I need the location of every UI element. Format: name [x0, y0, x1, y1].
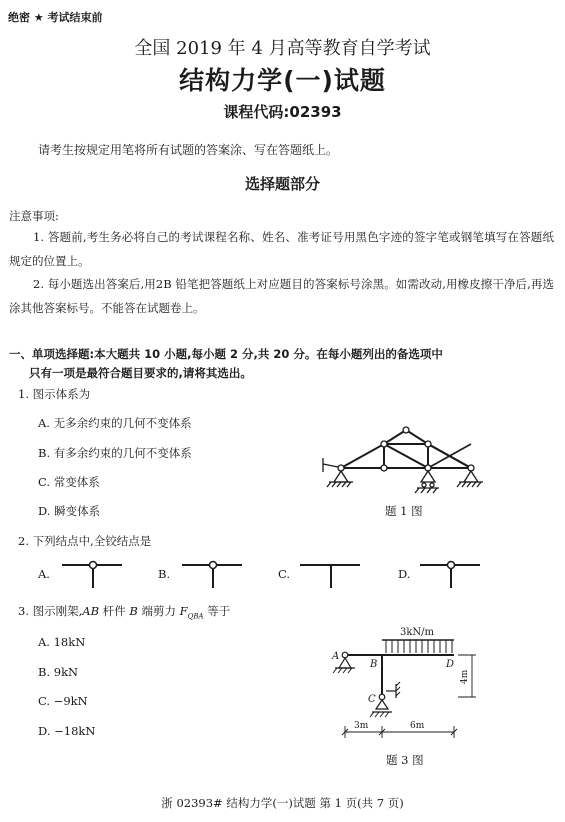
q1-caption: 题 1 图 — [385, 504, 423, 518]
q3-option-b: B. 9kN — [38, 665, 79, 679]
exam-name: 全国 2019 年 4 月高等教育自学考试 — [134, 38, 431, 59]
q3-stem — [18, 603, 230, 620]
q2-option-b-label: B. — [158, 567, 171, 581]
q3-dim-height: 4m — [460, 669, 470, 684]
notice-item-2: 2. 每小题选出答案后,用2B 铅笔把答题纸上对应题目的答案标号涂黑。如需改动,用橡皮擦干净后,再选涂其他答案标号。不能答在试题卷上。 — [9, 277, 554, 315]
q3-stem-tail: 等于 — [203, 604, 231, 618]
notice-heading: 注意事项: — [9, 209, 59, 223]
secret-mark: 绝密 ★ 考试结束前 — [8, 11, 103, 24]
part-title: 选择题部分 — [244, 175, 320, 193]
q3-caption: 题 3 图 — [386, 753, 424, 767]
q3-label-d: D — [446, 659, 455, 670]
q2-option-c-label: C. — [278, 567, 291, 581]
section-heading — [9, 345, 443, 383]
q2-node-d — [416, 560, 486, 590]
q3-label-b: B — [370, 659, 378, 670]
q2-stem: 2. 下列结点中,全铰结点是 — [18, 534, 152, 548]
q3-frame-figure — [326, 622, 498, 750]
q3-load-label: 3kN/m — [400, 627, 435, 638]
section-heading-line1: 一、单项选择题:本大题共 10 小题,每小题 2 分,共 20 分。在每小题列出的备选项中 — [9, 347, 443, 361]
q3-stem-b: B — [129, 604, 138, 618]
exam-instruction: 请考生按规定用笔将所有试题的答案涂、写在答题纸上。 — [38, 143, 339, 157]
q3-label-a: A — [332, 651, 340, 662]
q3-option-d: D. −18kN — [38, 724, 96, 738]
q3-label-c: C — [368, 694, 376, 705]
q2-node-b — [178, 560, 248, 590]
section-heading-line2: 只有一项是最符合题目要求的,请将其选出。 — [29, 366, 252, 380]
q3-dim-right: 6m — [410, 721, 425, 731]
q2-node-a — [58, 560, 128, 590]
notice-item-1: 1. 答题前,考生务必将自己的考试课程名称、姓名、准考证号用黑色字迹的签字笔或钢笔填写在答题纸规定的位置上。 — [9, 230, 554, 268]
q1-stem: 1. 图示体系为 — [18, 387, 91, 401]
q3-option-c: C. −9kN — [38, 694, 88, 708]
q3-stem-end: 端剪力 — [137, 604, 180, 618]
q3-stem-ab: AB — [82, 604, 100, 618]
q1-option-b: B. 有多余约束的几何不变体系 — [38, 446, 192, 460]
page-footer: 浙 02393# 结构力学(一)试题 第 1 页(共 7 页) — [161, 796, 404, 810]
q3-stem-mid: 杆件 — [99, 604, 130, 618]
q3-stem-prefix: 3. 图示刚架, — [18, 604, 83, 618]
q2-option-d-label: D. — [398, 567, 411, 581]
q3-stem-sub: QBA — [187, 612, 204, 621]
q3-dim-left: 3m — [354, 721, 369, 731]
q2-node-c — [296, 560, 366, 590]
page-title: 结构力学(一)试题 — [179, 66, 386, 95]
course-code: 课程代码:02393 — [223, 103, 342, 121]
q3-stem-f: F — [179, 604, 188, 618]
q1-truss-figure — [318, 420, 518, 498]
q2-option-a-label: A. — [38, 567, 50, 581]
q1-option-c: C. 常变体系 — [38, 475, 100, 489]
q3-option-a: A. 18kN — [38, 635, 86, 649]
q1-option-d: D. 瞬变体系 — [38, 504, 101, 518]
q1-option-a: A. 无多余约束的几何不变体系 — [38, 416, 192, 430]
